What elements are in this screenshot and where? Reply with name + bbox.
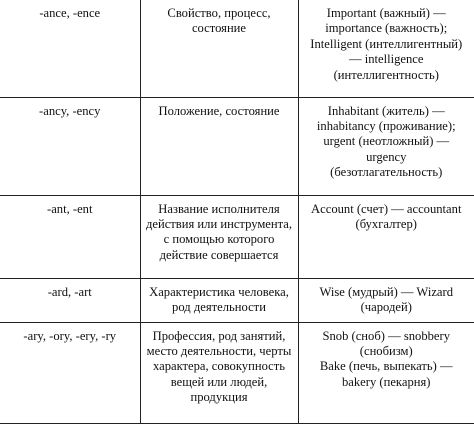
example-line: inhabitancy (проживание); [316, 118, 456, 133]
example-line: Wise (мудрый) — Wizard [319, 284, 453, 299]
example-line: (безотлагательность) [330, 165, 443, 180]
examples-cell [298, 97, 474, 195]
example-line: importance (важность); [325, 21, 448, 36]
meaning-cell [140, 195, 298, 278]
example-line: (интеллигентность) [333, 67, 439, 82]
suffix-text: -ancy, -ency [39, 103, 101, 118]
examples-cell [298, 195, 474, 278]
examples-cell [298, 0, 474, 97]
meaning-line: Положение, состояние [158, 103, 280, 118]
examples-cell [298, 278, 474, 322]
example-line: bakery (пекарня) [342, 374, 431, 389]
meaning-line: с помощью которого [163, 232, 275, 247]
example-line: (чародей) [360, 299, 412, 314]
meaning-line: Профессия, род занятий, [152, 328, 286, 343]
meaning-cell [140, 97, 298, 195]
table-row [0, 322, 474, 423]
meaning-cell [140, 0, 298, 97]
example-line: Account (счет) — accountant [311, 201, 462, 216]
meaning-line: состояние [191, 21, 247, 36]
suffix-text: -ary, -ory, -ery, -ry [23, 328, 117, 343]
table-row [0, 278, 474, 322]
example-line: Bake (печь, выпекать) — [319, 359, 453, 374]
meaning-line: Название исполнителя [158, 201, 280, 216]
meaning-line: действие совершается [159, 247, 279, 262]
example-line: (бухгалтер) [355, 216, 417, 231]
example-line: urgent (неотложный) — [323, 134, 450, 149]
suffix-text: -ant, -ent [47, 201, 93, 216]
meaning-line: вещей или людей, [170, 374, 268, 389]
meaning-line: Характеристика человека, [149, 284, 289, 299]
example-line: (снобизм) [359, 343, 413, 358]
suffix-text: -ance, -ence [39, 6, 101, 20]
example-line: urgency [366, 149, 407, 164]
example-line: Intelligent (интеллигентный) [310, 36, 463, 51]
table-row [0, 0, 474, 97]
suffix-text: -ard, -art [47, 284, 92, 299]
meaning-line: Свойство, процесс, [167, 6, 271, 20]
table-row [0, 195, 474, 278]
example-line: Inhabitant (житель) — [327, 103, 445, 118]
meaning-line: место деятельности, черты [146, 343, 292, 358]
suffix-cell [0, 97, 140, 195]
example-line: — intelligence [349, 52, 424, 67]
meaning-line: действия или инструмента, [145, 216, 293, 231]
suffix-cell [0, 322, 140, 423]
suffix-cell [0, 195, 140, 278]
suffix-cell [0, 0, 140, 97]
meaning-line: характера, совокупность [152, 359, 286, 374]
examples-cell [298, 322, 474, 423]
example-line: Important (важный) — [326, 6, 446, 20]
meaning-line: род деятельности [172, 299, 266, 314]
meaning-cell [140, 278, 298, 322]
table-row [0, 97, 474, 195]
example-line: Snob (сноб) — snobbery [322, 328, 451, 343]
meaning-line: продукция [190, 390, 248, 405]
suffix-cell [0, 278, 140, 322]
meaning-cell [140, 322, 298, 423]
